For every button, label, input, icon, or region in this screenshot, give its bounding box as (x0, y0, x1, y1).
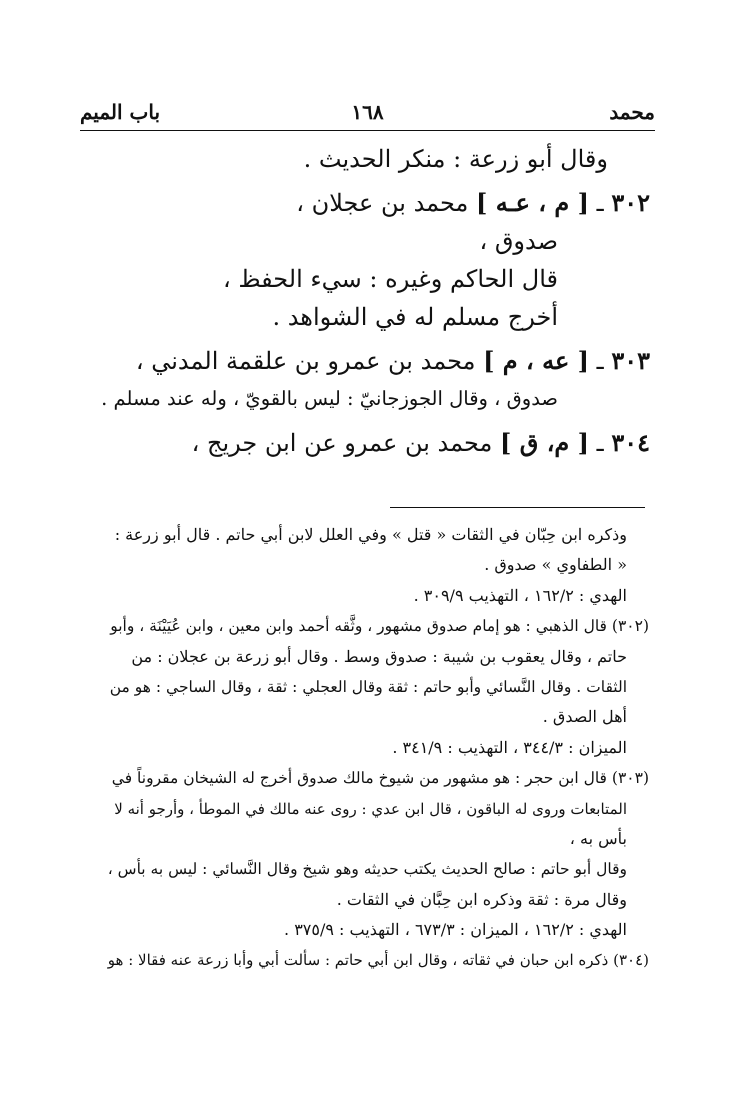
entry-303-heading: ٣٠٣ ـ [ عه ، م ] محمد بن عمرو بن علقمة المدني ، (135, 346, 650, 375)
footnote-line: (٣٠٣) قال ابن حجر : هو مشهور من شيوخ مالك صدوق أخرج له الشيخان مقروناً في (111, 769, 649, 788)
entry-302-line: صدوق ، (479, 227, 558, 255)
header-chapter-name: محمد (609, 100, 655, 124)
footnote-line: المتابعات وروى له الباقون ، قال ابن عدي : روى عنه مالك في الموطأ ، وأرجو أنه لا (114, 799, 627, 818)
footnotes (98, 520, 649, 976)
footnote-line: حاتم ، وقال يعقوب بن شيبة : صدوق وسط . وقال أبو زرعة بن عجلان : من (131, 646, 627, 666)
main-text (100, 140, 650, 462)
footnote-line: وقال أبو حاتم : صالح الحديث يكتب حديثه وهو شيخ وقال النَّسائي : ليس به بأس ، (107, 860, 627, 879)
header-section-title: باب الميم (80, 100, 161, 124)
footnote-line: وقال مرة : ثقة وذكره ابن حِبَّان في الثقات . (336, 889, 627, 909)
entry-title: محمد بن عمرو عن ابن جريج ، (191, 429, 493, 457)
footnote-rule (390, 507, 645, 508)
header-rule (80, 130, 655, 131)
footnote-line: (٣٠٤) ذكره ابن حبان في ثقاته ، وقال ابن أبي حاتم : سألت أبي وأبا زرعة عنه فقالا : هو (107, 951, 649, 970)
entry-302-heading: ٣٠٢ ـ [ م ، عـه ] محمد بن عجلان ، (296, 188, 650, 217)
footnote-line: أهل الصدق . (542, 707, 627, 727)
entry-number: ٣٠٣ (611, 346, 650, 375)
page-number: ١٦٨ (351, 100, 384, 124)
footnote-line: وذكره ابن حِبّان في الثقات « قتل » وفي العلل لابن أبي حاتم . قال أبو زرعة : (114, 525, 627, 544)
footnote-line: الهدي : ١٦٢/٢ ، التهذيب ٣٠٩/٩ . (413, 585, 627, 605)
entry-number: ٣٠٢ (611, 188, 650, 217)
footnote-line: الهدي : ١٦٢/٢ ، الميزان : ٦٧٣/٣ ، التهذيب : ٣٧٥/٩ . (284, 920, 627, 940)
footnote-line: بأس به ، (569, 828, 627, 848)
entry-303-line: صدوق ، وقال الجوزجانيّ : ليس بالقويّ ، وله عند مسلم . (101, 387, 558, 410)
entry-number: ٣٠٤ (611, 428, 650, 457)
footnote-line: « الطفاوي » صدوق . (484, 555, 627, 575)
footnote-line: الميزان : ٣٤٤/٣ ، التهذيب : ٣٤١/٩ . (392, 737, 627, 757)
footnote-line: الثقات . وقال النَّسائي وأبو حاتم : ثقة وقال العجلي : ثقة ، وقال الساجي : هو من (109, 677, 627, 696)
footnote-line: (٣٠٢) قال الذهبي : هو إمام صدوق مشهور ، وثَّقه أحمد وابن معين ، وابن عُيَيْنَة ، وأبو (110, 617, 649, 636)
entry-symbols: [ م، ق ] (500, 428, 590, 457)
entry-302-line: أخرج مسلم له في الشواهد . (272, 303, 558, 331)
entry-304-heading: ٣٠٤ ـ [ م، ق ] محمد بن عمرو عن ابن جريج ، (191, 428, 650, 457)
entry-302-line: قال الحاكم وغيره : سيء الحفظ ، (222, 265, 558, 293)
entry-symbols: [ عه ، م ] (483, 346, 590, 375)
main-line: وقال أبو زرعة : منكر الحديث . (303, 145, 608, 173)
entry-symbols: [ م ، عـه ] (476, 188, 590, 217)
entry-title: محمد بن عجلان ، (296, 189, 469, 217)
entry-title: محمد بن عمرو بن علقمة المدني ، (135, 347, 476, 375)
running-header (80, 96, 655, 128)
